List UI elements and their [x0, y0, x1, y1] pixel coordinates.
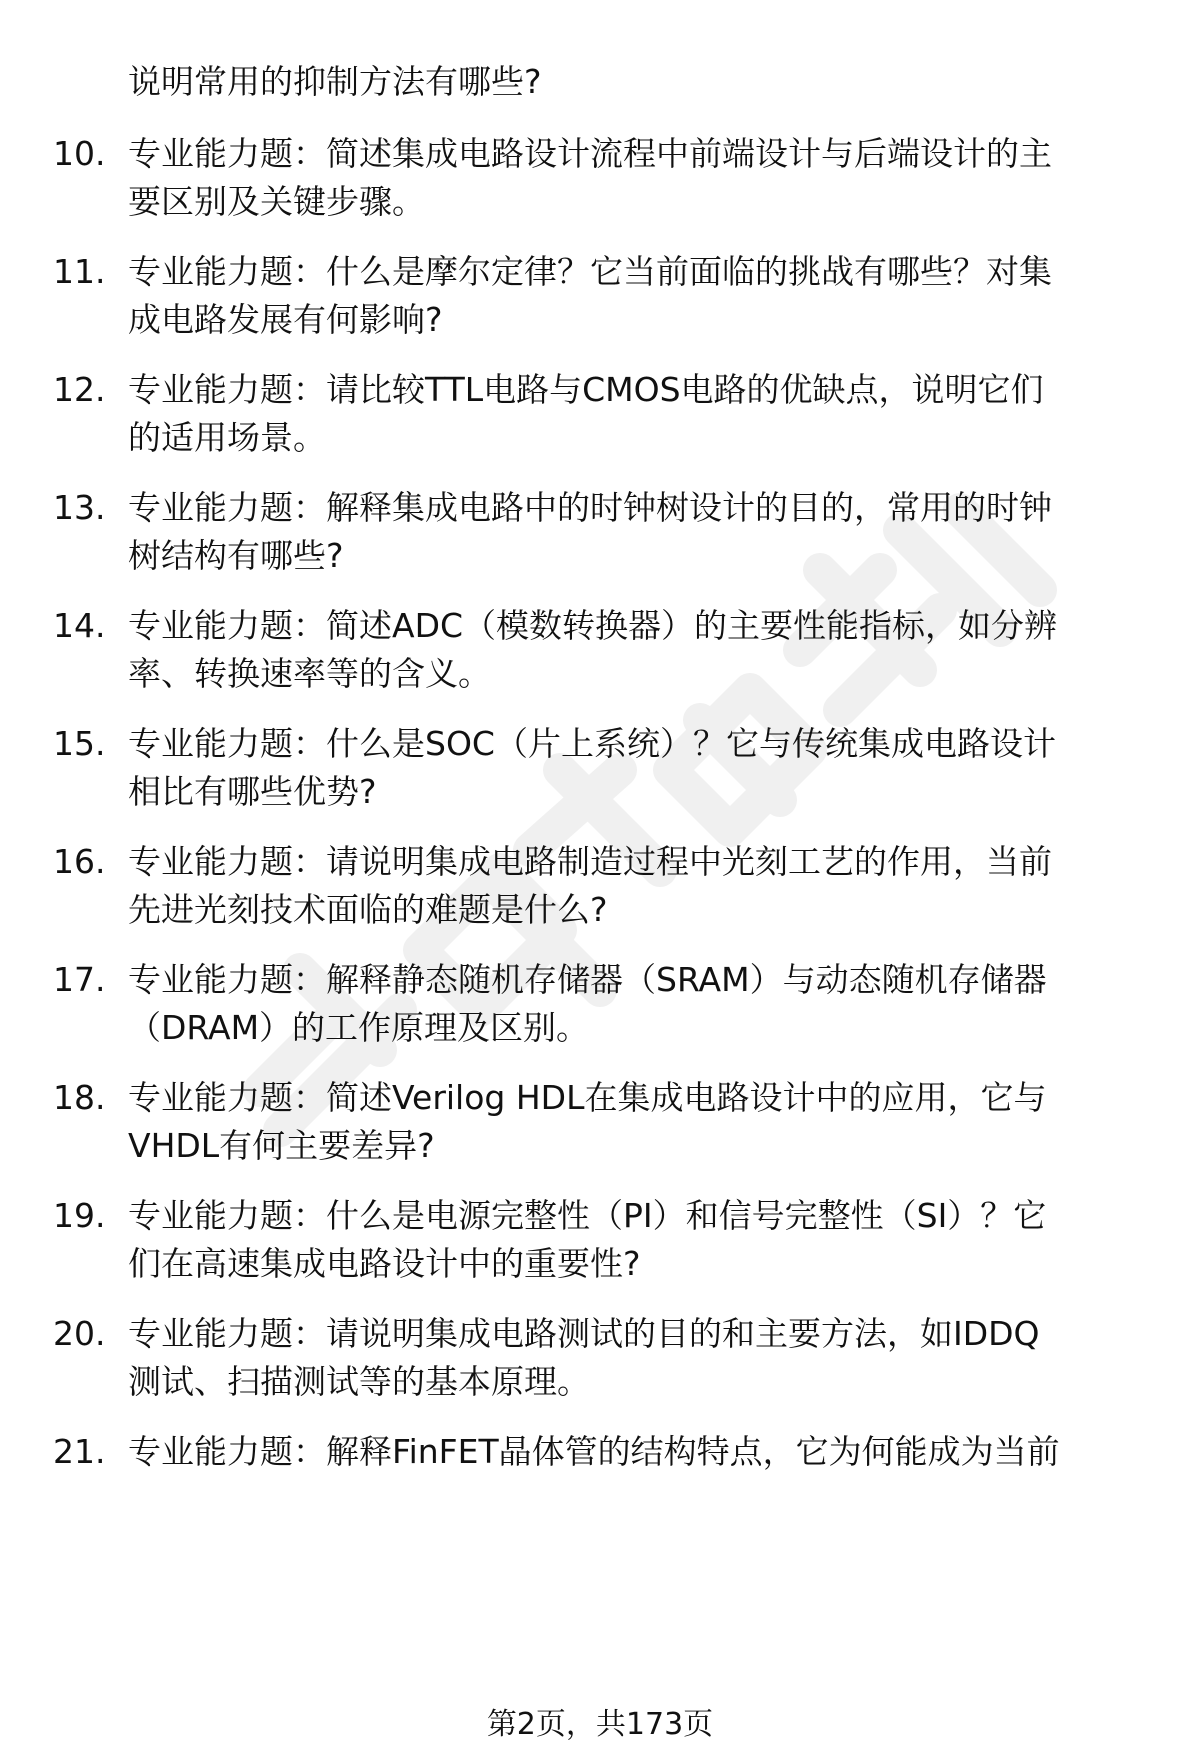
question-number: 18.	[53, 1078, 106, 1117]
question-text: 专业能力题：什么是电源完整性（PI）和信号完整性（SI）？它 们在高速集成电路设计中的重要性?	[128, 1196, 1047, 1283]
question-text: 专业能力题：什么是摩尔定律？它当前面临的挑战有哪些？对集 成电路发展有何影响?	[128, 252, 1052, 339]
question-number: 15.	[53, 724, 106, 763]
question-number: 14.	[53, 606, 106, 645]
question-text: 专业能力题：解释FinFET晶体管的结构特点，它为何能成为当前	[128, 1432, 1060, 1471]
question-text: 专业能力题：请说明集成电路测试的目的和主要方法，如IDDQ 测试、扫描测试等的基本原理。	[128, 1314, 1040, 1401]
question-number: 13.	[53, 488, 106, 527]
continuation-text: 说明常用的抑制方法有哪些?	[128, 62, 542, 101]
page-footer: 第2页，共173页	[486, 1707, 714, 1742]
question-number: 20.	[53, 1314, 106, 1353]
question-text: 专业能力题：简述ADC（模数转换器）的主要性能指标，如分辨 率、转换速率等的含义。	[128, 606, 1058, 693]
question-number: 17.	[53, 960, 106, 999]
question-number: 16.	[53, 842, 106, 881]
question-number: 12.	[53, 370, 106, 409]
question-number: 21.	[53, 1432, 106, 1471]
question-text: 专业能力题：简述Verilog HDL在集成电路设计中的应用，它与 VHDL有何主要差异?	[128, 1078, 1047, 1165]
question-text: 专业能力题：简述集成电路设计流程中前端设计与后端设计的主 要区别及关键步骤。	[128, 134, 1052, 221]
question-text: 专业能力题：什么是SOC（片上系统）？它与传统集成电路设计 相比有哪些优势?	[128, 724, 1056, 811]
question-number: 11.	[53, 252, 106, 291]
question-text: 专业能力题：请比较TTL电路与CMOS电路的优缺点，说明它们 的适用场景。	[128, 370, 1044, 457]
question-text: 专业能力题：请说明集成电路制造过程中光刻工艺的作用，当前 先进光刻技术面临的难题是什么?	[128, 842, 1052, 929]
question-text: 专业能力题：解释集成电路中的时钟树设计的目的，常用的时钟 树结构有哪些?	[128, 488, 1052, 575]
question-number: 10.	[53, 134, 106, 173]
question-text: 专业能力题：解释静态随机存储器（SRAM）与动态随机存储器 （DRAM）的工作原理及区别。	[128, 960, 1047, 1047]
question-number: 19.	[53, 1196, 106, 1235]
